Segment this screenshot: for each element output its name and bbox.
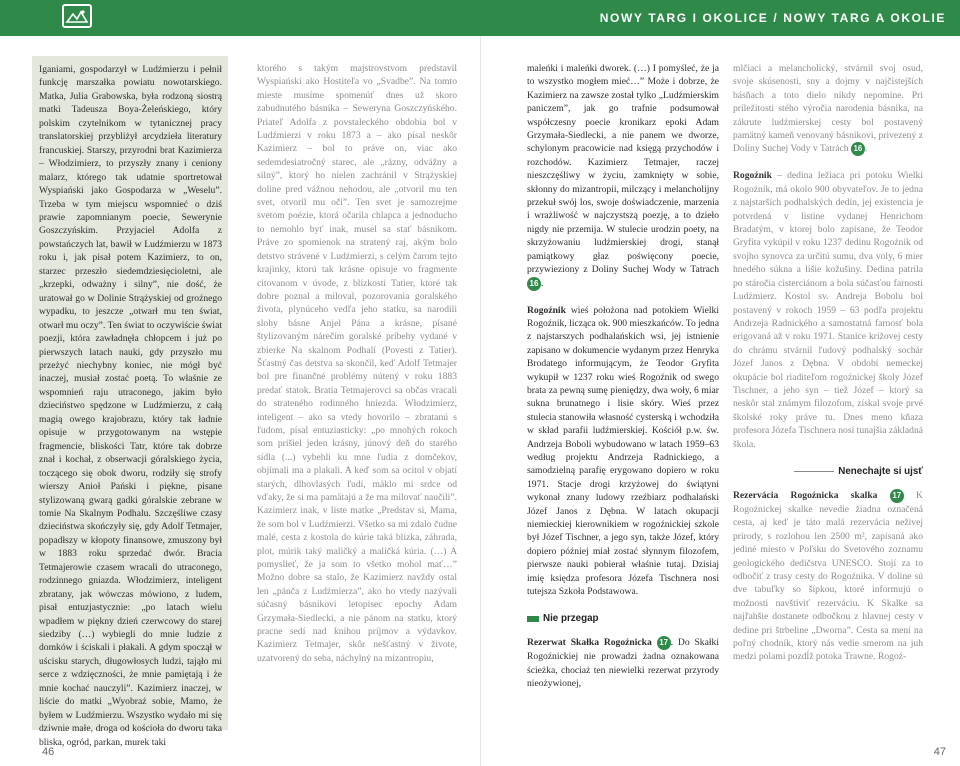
entry-heading: Rogoźnik [527, 304, 566, 316]
entry-heading: Rezervácia Rogoźnicka skalka [733, 490, 878, 502]
section-label: Nie przegap [527, 613, 719, 624]
body-text: Rogoźnik wieś położona nad potokiem Wielki Rogoźnik, licząca ok. 900 mieszkańców. To jedna z najstarszych podhalańskich wsi, jej istnienie zapisano w dokumencie wydanym przez Henryka Brodatego informującym, że Teodor Gryfita wykupił w 1237 roku wieś Rogoźnik od swego brata za pewną sumę pieniędzy, dwa woły, 6 miar sukna brunatnego i lisie skóry. Wieś przez stulecia stanowiła własność cysterską i wchodziła w skład parafii ludźmierskiej. Kościół p.w. św. Andrzeja Boboli wybudowano w latach 1959–63 według projektu Andrzeja Radnickiego, a samodzielną parafię erygowano dopiero w roku 1971. Stacje drogi krzyżowej do świątyni wykonał znany ludowy rzeźbiarz podhalański Józef Janos z Dębna. W latach okupacji niemieckiej kierownikiem w rogoźnickiej szkole był Józef Tischner, a jego syn, także Józef, który dopiero później miał zostać słynnym filozofem, pierwsze nauki pobierał właśnie tutaj. Dzisiaj imię księdza profesora Józefa Tischnera nosi tutejsza Szkoła Podstawowa. [527, 304, 719, 598]
right-page-column-2 [733, 62, 923, 732]
body-text: Iganiami, gospodarzył w Ludźmierzu i pełnił funkcję marszałka powiatu nowotarskiego. Matka, Julia Grabowska, była rodzoną siostrą matki Tadeusza Boya-Żeleńskiego, który polskim czytelnikom w tytanicznej pracy translatorskiej przybliżył arcydzieła literatury francuskiej. Starszy, przyrodni brat Kazimierza – Włodzimierz, to przyszły znany i ceniony malarz, którego tak udatnie sportretował Wyspiański jako Gospodarza w „Weselu”. Trzeba w tym miejscu wspomnieć o dziś prawie zapomnianym poecie, Sewerynie Goszczyńskim. Przyjaciel Adolfa z powstańczych lat, bawił w Ludźmierzu w 1873 roku i, jak pisał potem Kazimierz, to on, starzec przeszło siedemdziesięcioletni, ale „krzepki, odważny i silny”, nie dość, że uratował go w Dolinie Strążyskiej od groźnego wypadku, to jeszcze „otwarł mu ten świat, otwarł mu oczy”. Ten świat to oczywiście świat poezji, która zawładnęła chłopcem i już po pierwszych latach nauki, gdy przyszło mu przeżyć niechybny koniec, nie mógł być inaczej, musiał zostać poetą. To właśnie ze wspomnień raju utraconego, jakim było dzieciństwo spędzone w Ludźmierzu, z całą magią owego krajobrazu, który tak ładnie opisuje w przygotowanym na wstępie fragmencie, bliskości Tatr, które tak dobrze znał i kochał, z obserwacji góralskiego życia, toczącego się obok dworu, rodziły się strofy wierszy Anioł Pański i piękne, pisane stylizowaną gwarą gadki góralskie zebrane w tomie Na Skalnym Podhalu. Szczęśliwe czasy dzieciństwa skończyły się, gdy Adolf Tetmajer, popadłszy w kłopoty finansowe, zmuszony był w 1883 roku sprzedać dwór. Bracia Tetmajerowie czasem wracali do utraconego, rodzinnego gniazda. Włodzimierz, inteligent zbratany, jak wówczas mówiono, z ludem, pisał entuzjastycznie: „po latach wielu wpadłem w piękny dzień czerwcowy do starej siedziby (…) wybiegli do mnie ludzie z domków i ściskali i płakali. A gdym spoczął w uścisku starych, długowłosych ludzi, tająło mi serce z wdzięczności, że mnie pamiętają i że mnie kochać nauczyli”. Kazimierz inaczej, w liście do matki „Wyobraź sobie, Mamo, że byłem w Ludźmierzu. Wszystko wydało mi się dziwnie małe, droga od kościoła do dworu taka bliska, ogród, parkan, murek taki [39, 64, 222, 748]
body-text: Rogoźnik – dedina ležiaca pri potoku Wielki Rogoźnik, má okolo 900 obyvateľov. Je to jedna z najstarších podhalských dedín, jej existencia je potvrdená v listine vydanej Henrichom Bradatým, v ktorej bolo zapísane, že Teodor Gryfita vykúpil v roku 1237 dedinu Rogoźnik od svojho synovca za určitú sumu, dva voly, 6 mier hnedého súkna a lišie kožušiny. Dedina patrila po stáročia cisterciánom a bola súčasťou farnosti Ludźmierz. Kostol sv. Andreja Bobolu bol postavený v rokoch 1959 – 63 podľa projektu Andrzeja Radnického a samostatná farnosť bola erigovaná až v roku 1971. Stanice krížovej cesty do chrámu stvárnil ľudový podhalský sochár Józef Janos z Dębna. V období nemeckej okupácie bol riaditeľom rogoźnickej školy Józef Tischner, a jeho syn – tiež Józef – ktorý sa neskôr stal známym filozofom, získal svoje prvé školské roky práve tu. Dnes meno kňaza profesora Józefa Tischnera nosí tunajšia základná škola. [733, 170, 923, 450]
section-label: Nenechajte si ujsť [733, 466, 923, 477]
body-text: maleńki i maleńki dworek. (…) I pomyśleć, że ja to wszystko mogłem mieć…” Może i dobrze, że Kazimierz na zawsze został tylko „Ludźmierskim paniczem”, jak go trafnie podsumował współczesny poecie kronikarz epoki Adam Grzymała-Siedlecki, a nie panem we dworze, schylonym pracowicie nad księgą przychodów i rozchodów. Kazimierz Tetmajer, raczej nieszczęśliwy w życiu, zamknięty w sobie, skłonny do mizantropii, milczący i melancholijny przekuł swój los, swoje doświadczenie, marzenia i wrażliwość w najczystszą poezję, a to dzieło nigdy nie przemija. W stulecie urodzin poety, na skrzyżowaniu ludźmierskiej drogi, stanął pamiątkowy głaz poświęcony poecie, przywieziony z Doliny Suchej Wody w Tatrach 16 . [527, 63, 719, 289]
page-divider [480, 36, 481, 766]
landscape-logo-icon [62, 4, 92, 28]
page-number-left: 46 [42, 746, 55, 758]
map-marker-badge: 17 [890, 489, 904, 503]
green-square-icon [527, 616, 539, 622]
right-page-column-1 [527, 62, 719, 722]
left-page-column-1 [32, 56, 228, 748]
entry-heading: Rogoźnik [733, 170, 772, 182]
page-number-right: 47 [933, 746, 946, 758]
body-text: Rezerwat Skałka Rogoźnicka 17 . Do Skałki Rogoźnickiej nie prowadzi żadna oznakowana ścieżka, chociaż ten niewielki rezerwat przyrody nieożywionej, [527, 637, 719, 690]
section-title: NOWY TARG I OKOLICE / NOWY TARG A OKOLIE [599, 11, 946, 25]
map-marker-badge: 17 [657, 636, 671, 650]
body-text: Rezervácia Rogoźnicka skalka 17 K Rogoźnickej skalke nevedie žiadna označená cesta, aj keď je táto malá rezervácia neživej prírody, s rozlohou len 2500 m², zapísaná ako jediné miesto v Poľsku do Svetového zoznamu geologického dedičstva UNESCO. Stojí za to odbočiť z trasy cesty do Rogoźnika. V doline sú dve tabuľky so šípkou, ktoré informujú o možnosti navštíviť rezerváciu. K Skalke sa najľahšie dostanete odbočkou z hlavnej cesty v dedine pri štrbeline „Dworna”. Cesta sa mení na poľný chodník, ktorý nás vedie smerom na juh medzi polami pozdĺž potoka Trawne. Rogoź- [733, 490, 923, 663]
map-marker-badge: 16 [527, 277, 541, 291]
rule-line [794, 471, 834, 472]
left-page-column-2 [257, 62, 457, 732]
body-text: mlčiaci a melancholický, stvárnil svoj osud, svoje skúsenosti, sny a dojmy v najčistejších básňach a toto dielo nikdy nepomine. Pri príležitosti stého výročia narodenia básnika, na zákrute ludźmierskej cesty bol postavený pamätný kameň venovaný básnikovi, privezený z Doliny Suchej Vody v Tatrách 16 . [733, 63, 923, 155]
entry-heading: Rezerwat Skałka Rogoźnicka [527, 637, 652, 649]
body-text: ktorého s takým majstrovstvom predstavil Wyspiański ako Hostiteľa vo „Svadbe”. Na tomto mieste musíme spomenúť dnes už skoro zabudnutého básnika – Seweryna Goszczyńského. Priateľ Adolfa z povstaleckého obdobia bol v Ludźmierzi v roku 1873 a – ako písal neskôr Kazimierz – bol to práve on, viac ako sedemdesiatročný starec, ale „rázny, odvážny a silný”, ktorý ho nielen zachránil v Strążyskiej doline pred vážnou nehodou, ale „otvoril mu ten svet, otvoril mu oči”. Ten svet je samozrejme svetom poézie, ktorá očarila chlapca a jednoducho to nemohlo byť inak, musel sa stať básnikom. Práve zo spomienok na stratený raj, akým bolo detstvo strávené v Ludźmierzi, s celým čarom tejto krajinky, ktorú tak krásne opisuje vo fragmente citovanom v úvode, z blízkosti Tatier, ktoré tak dobre poznal a miloval, pozorovania goralského života, plynúceho vedľa jeho statku, sa narodili slohy básne Anjel Pána a krásne, písané štylizovaným nárečím goralské príbehy vydané v zbierke Na skalnom Podhalí (Povesti z Tatier). Šťastný čas detstva sa skončil, keď Adolf Tetmajer bol pre finančné problémy nútený v roku 1883 predať statok. Bratia Tetmajerovci sa občas vracali do strateného rodinného hniezda. Włodzimierz, inteligent – ako sa vtedy hovorilo – zbratanú s ľudom, písal entuziasticky: „po mnohých rokoch som prišiel jeden krásny, júnový deň do starého sídla (...) vybehli ku mne ľudia z domčekov, objímali ma a plakali. A keď som sa ocitol v objatí starých, dlhovlasých ľudí, mäklo mi srdce od vďaky, že si ma pamätajú a že ma milovať naučili”. Kazimierz inak, v liste matke „Predstav si, Mama, že som bol v Ludźmierzi. Všetko sa mi zdalo čudne malé, cesta z kostola do kúrie taká blízka, záhrada, plot, múrik taký maličký a maličká kúria. (…) A pomyslieť, že ja som to všetko mohol mať…” Možno dobre sa stalo, že Kazimierz navždy ostal len „pánča z Ludźmierza”, ako ho vtedy nazývali súčasný básnikovi letopisec epochy Adam Grzymała-Siedlecki, a nie pánom na statku, ktorý pracne sedí nad knihou príjmov a výdavkov. Kazimierz Tetmajer, skôr nešťastný v živote, uzatvorený do seba, náchylný na mizantropiu, [257, 63, 457, 664]
map-marker-badge: 16 [851, 142, 865, 156]
header-band [0, 0, 960, 36]
